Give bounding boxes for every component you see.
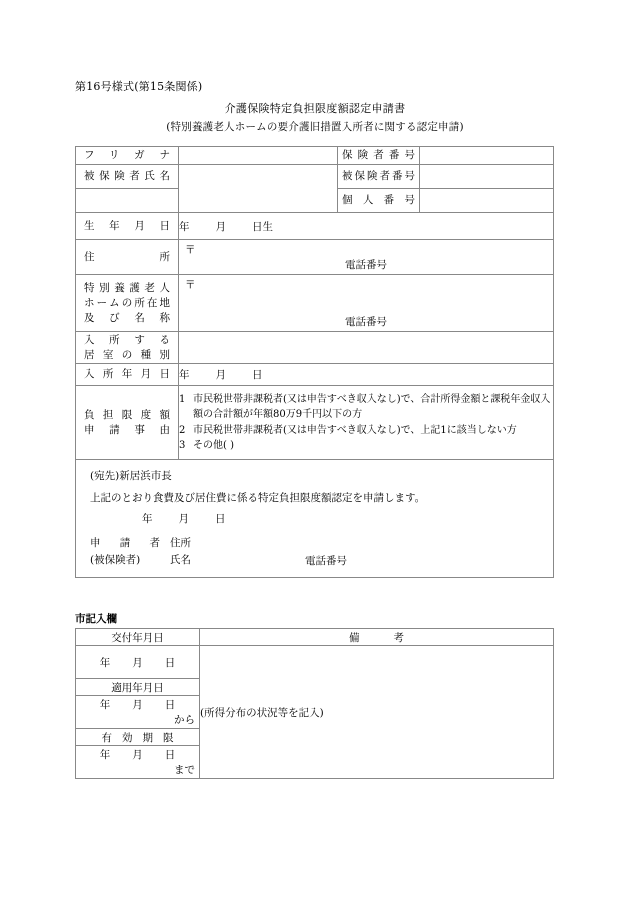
- reason-item-number: 2: [179, 424, 186, 436]
- city-office-table: [75, 628, 554, 779]
- application-table: [75, 146, 554, 578]
- expiry-date-input[interactable]: [76, 746, 200, 779]
- declaration-block: [76, 460, 553, 577]
- insured-name-input[interactable]: [179, 165, 338, 213]
- issue-year: 年: [99, 656, 111, 669]
- birthdate-day: 日生: [252, 220, 273, 233]
- reason-options[interactable]: [179, 386, 554, 460]
- expiry-month: 月: [132, 749, 143, 761]
- reason-item-text: 市民税世帯非課税者(又は申告すべき収入なし)で、上記1に該当しない方: [193, 424, 517, 436]
- applicant-block: [90, 535, 547, 569]
- room-type-label: 入所する 居室の種別: [76, 332, 179, 364]
- address-telephone-label: 電話番号: [345, 259, 387, 271]
- applicant-telephone-label: 電話番号: [305, 555, 347, 567]
- my-number-input[interactable]: [420, 189, 554, 213]
- facility-telephone-label: 電話番号: [345, 316, 387, 328]
- form-number: 第16号様式(第15条関係): [75, 80, 203, 93]
- document-subtitle: (特別養護老人ホームの要介護旧措置入所者に関する認定申請): [166, 121, 464, 133]
- reason-item-number: 3: [179, 440, 186, 451]
- admission-year: 年: [179, 369, 190, 381]
- remark-header-right: 考: [393, 631, 404, 644]
- declaration-addressee: (宛先)新居浜市長: [90, 470, 172, 482]
- reason-label: 負担限度額 申請事由: [76, 386, 179, 460]
- furigana-input[interactable]: [179, 147, 338, 165]
- reason-item-text: 市民税世帯非課税者(又は申告すべき収入なし)で、合計所得金額と課税年金収入額の合計額が年額80万9千円以下の方: [193, 393, 551, 420]
- admission-month: 月: [215, 369, 226, 381]
- to-suffix: まで: [174, 764, 195, 776]
- furigana-label: フリガナ: [76, 147, 179, 165]
- effective-day: 日: [164, 699, 176, 711]
- insured-name-spacer: [76, 189, 179, 213]
- expiry-day: 日: [164, 749, 176, 761]
- facility-input[interactable]: [179, 275, 554, 332]
- reason-item[interactable]: [179, 392, 553, 423]
- declaration-body: 上記のとおり食費及び居住費に係る特定負担限度額認定を申請します。: [90, 492, 426, 504]
- issue-date-header: 交付年月日: [76, 629, 200, 646]
- address-input[interactable]: [179, 240, 554, 275]
- table-row-admission-date: [76, 364, 554, 386]
- applicant-name-label[interactable]: 氏名: [170, 554, 191, 566]
- effective-date-header: 適用年月日: [76, 679, 200, 696]
- table-row-declaration: [76, 460, 554, 578]
- declaration-cell: [76, 460, 554, 578]
- remark-note: (所得分布の状況等を記入): [200, 706, 324, 719]
- table-row-room-type: [76, 332, 554, 364]
- facility-postal-mark-icon: 〒: [185, 279, 196, 291]
- address-cell-inner: [179, 240, 553, 274]
- table-row-furigana: [76, 147, 554, 165]
- table-row-birthdate: [76, 213, 554, 240]
- city-section-label: 市記入欄: [75, 613, 117, 625]
- insured-number-input[interactable]: [420, 165, 554, 189]
- declaration-date-month: 月: [178, 513, 189, 525]
- insured-name-label: 被保険者氏名: [76, 165, 179, 189]
- admission-date-input[interactable]: [179, 364, 554, 386]
- birthdate-input[interactable]: [179, 213, 554, 240]
- expiry-header: 有効期限: [76, 729, 200, 746]
- effective-month: 月: [132, 699, 143, 711]
- birthdate-label: 生年月日: [76, 213, 179, 240]
- birthdate-year: 年: [179, 220, 190, 233]
- effective-year: 年: [99, 699, 111, 711]
- birthdate-month: 月: [215, 220, 226, 233]
- city-row-issue-header: [76, 629, 554, 646]
- remark-input[interactable]: [200, 646, 554, 779]
- admission-day: 日: [252, 369, 263, 381]
- postal-mark-icon: 〒: [185, 244, 196, 256]
- applicant-label: 申請者 (被保険者): [90, 537, 160, 566]
- insurer-number-label: 保険者番号: [338, 147, 420, 165]
- admission-date-label: 入所年月日: [76, 364, 179, 386]
- city-row-issue-date: [76, 646, 554, 679]
- reason-item-text: その他( ): [193, 440, 234, 451]
- reason-item-number: 1: [179, 393, 186, 405]
- issue-day: 日: [164, 656, 176, 669]
- document-title: 介護保険特定負担限度額認定申請書: [224, 102, 406, 115]
- reason-item[interactable]: [179, 438, 553, 454]
- declaration-date-day: 日: [215, 513, 226, 525]
- table-row-facility: [76, 275, 554, 332]
- insurer-number-input[interactable]: [420, 147, 554, 165]
- issue-month: 月: [132, 656, 143, 669]
- facility-cell-inner: [179, 275, 553, 331]
- insured-number-label: 被保険者番号: [338, 165, 420, 189]
- expiry-year: 年: [99, 749, 111, 761]
- table-row-reason: [76, 386, 554, 460]
- declaration-date-year: 年: [142, 513, 153, 525]
- issue-date-input[interactable]: [76, 646, 200, 679]
- from-suffix: から: [174, 714, 195, 726]
- room-type-input[interactable]: [179, 332, 554, 364]
- applicant-fields: [170, 535, 191, 569]
- address-label: 住所: [76, 240, 179, 275]
- applicant-address-label[interactable]: 住所: [170, 537, 191, 549]
- declaration-date[interactable]: [90, 510, 547, 529]
- table-row-insured-name: [76, 165, 554, 189]
- effective-date-input[interactable]: [76, 696, 200, 729]
- table-row-address: [76, 240, 554, 275]
- facility-label: 特別養護老人 ホームの所在地 及び名称: [76, 275, 179, 332]
- my-number-label: 個人番号: [338, 189, 420, 213]
- remark-header-left: 備: [349, 631, 360, 644]
- reason-item[interactable]: [179, 423, 553, 439]
- remark-header: [200, 629, 554, 646]
